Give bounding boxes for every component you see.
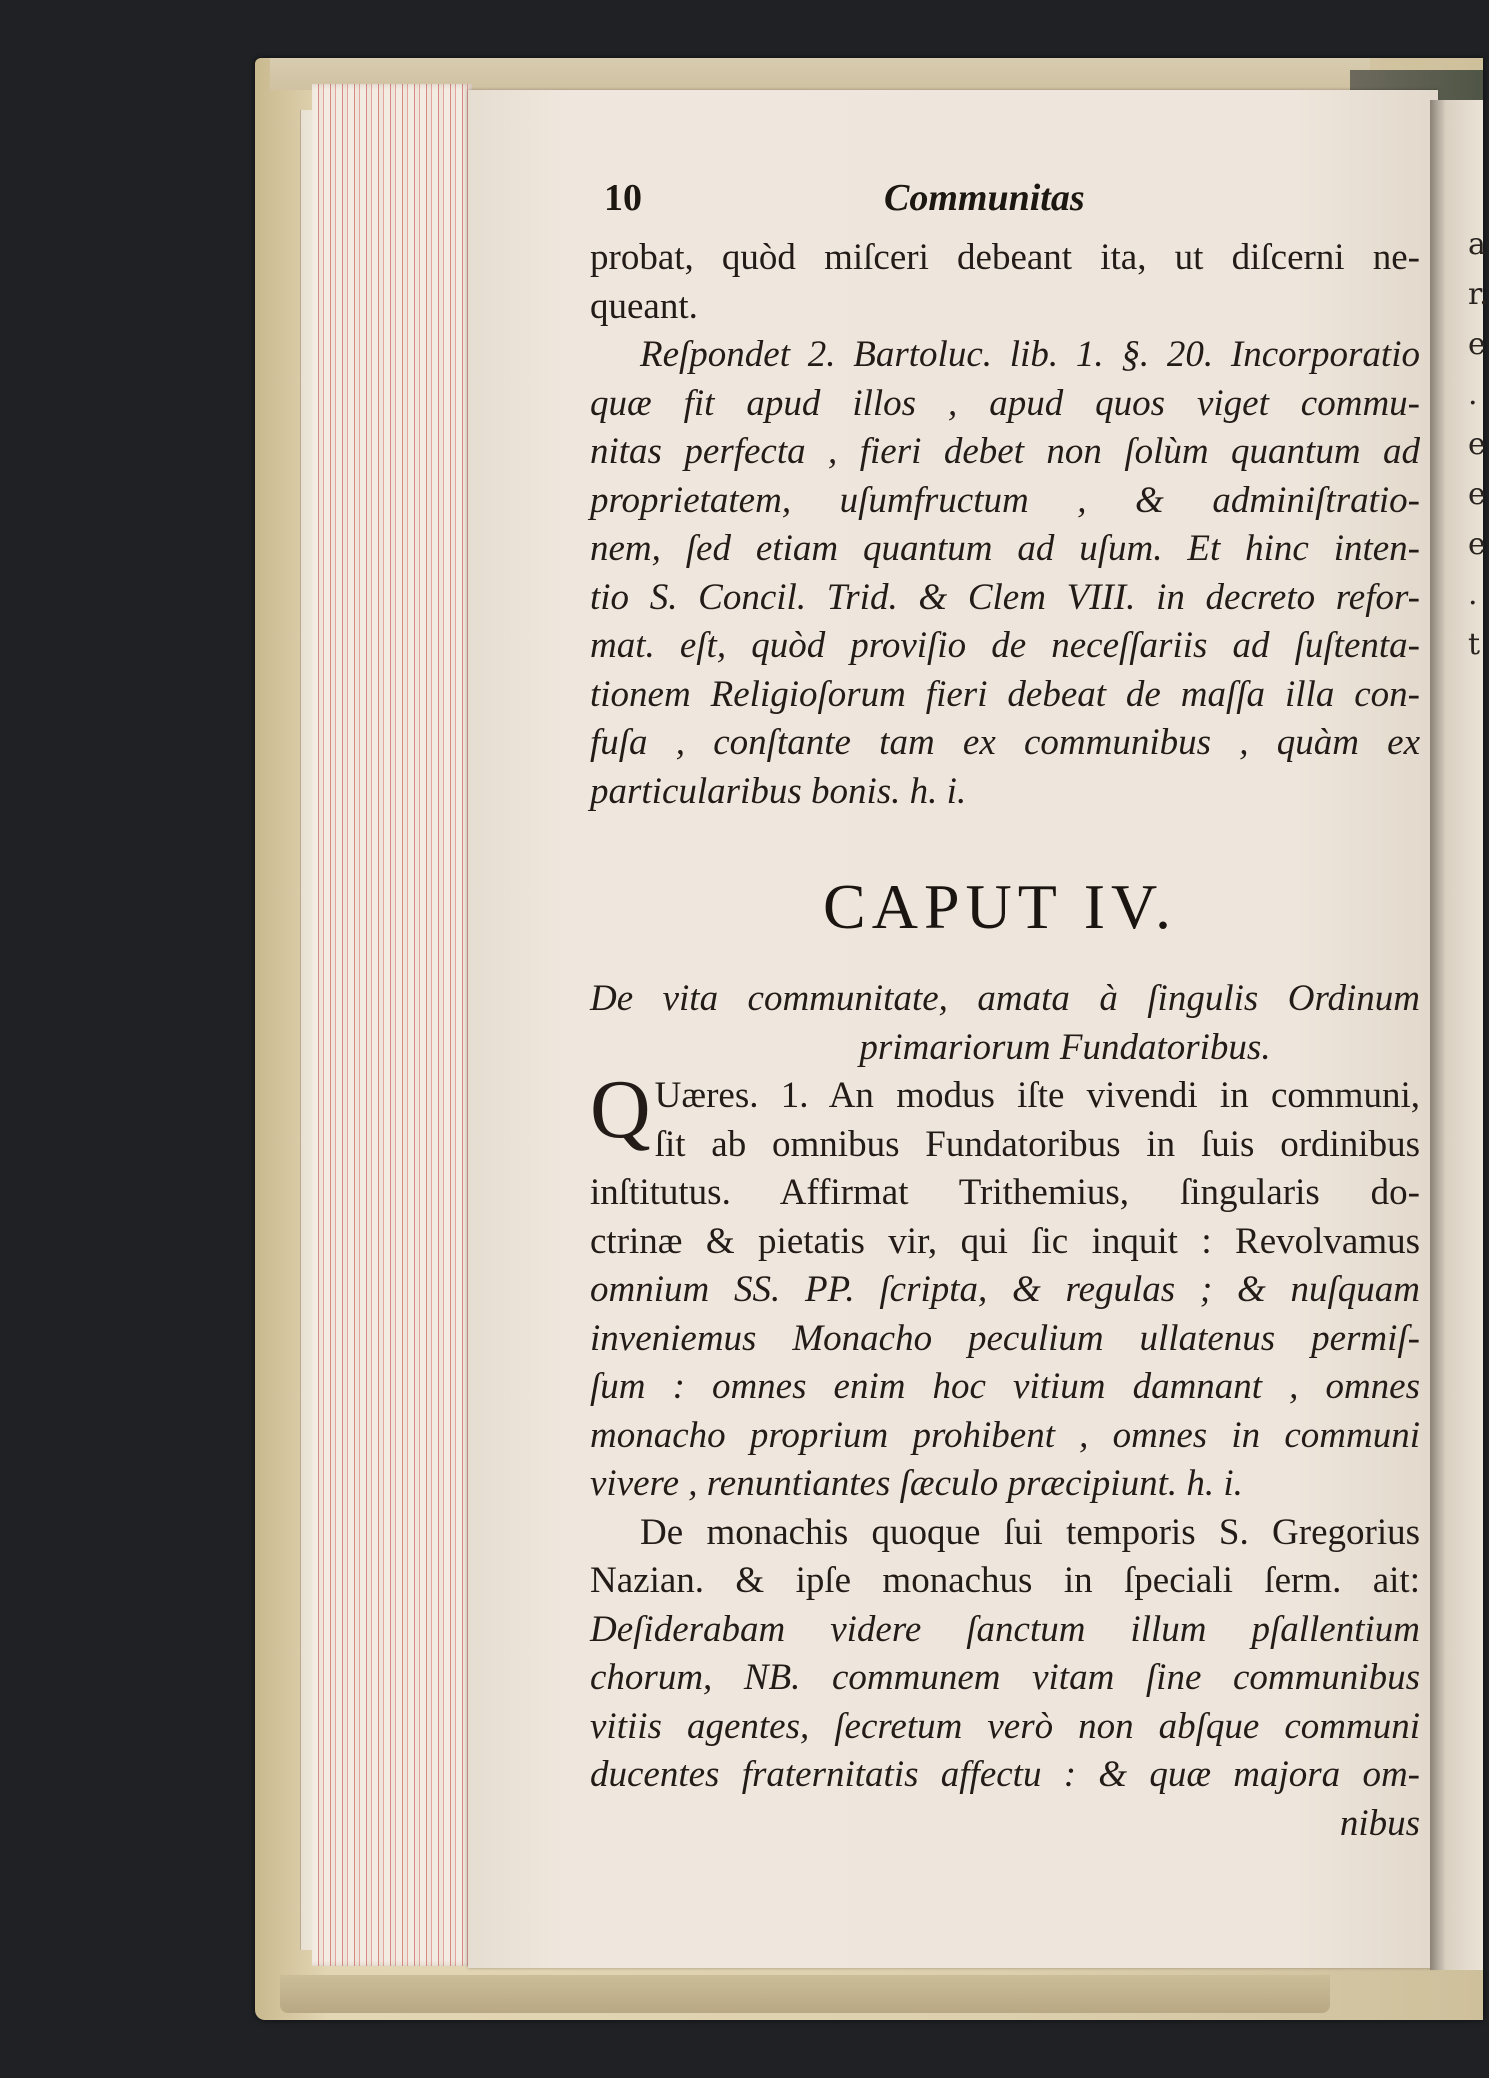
text-line <box>590 1363 1420 1412</box>
text-block-2 <box>590 1063 1420 1848</box>
facing-page-text: a r. e . e e e . t <box>1468 227 1489 662</box>
text-line-content: proprietatem, uſumfructum , & adminiſtratio- <box>590 479 1420 521</box>
text-line-content: ducentes fraternitatis affectu : & quæ majora om- <box>590 1754 1420 1795</box>
text-line-content: nibus <box>1339 1802 1420 1844</box>
drop-cap: Q <box>590 1063 651 1156</box>
text-line <box>590 1121 1420 1170</box>
text-line-content: De monachis quoque ſui temporis S. Gregorius <box>640 1511 1420 1553</box>
text-line-content: Nazian. & ipſe monachus in ſpeciali ſerm. ait: <box>590 1560 1420 1601</box>
cover-bottom-edge <box>280 1975 1330 2013</box>
text-line-content: mat. eſt, quòd proviſio de neceſſariis ad ſuſtenta- <box>590 625 1420 666</box>
text-line <box>590 1218 1420 1267</box>
text-line-content: particularibus bonis. h. i. <box>590 770 967 812</box>
text-line-content: queant. <box>590 285 698 327</box>
text-line-content: inveniemus Monacho peculium ullatenus permiſ- <box>590 1317 1420 1359</box>
text-line-content: nem, ſed etiam quantum ad uſum. Et hinc inten- <box>590 528 1420 569</box>
text-line <box>590 428 1420 477</box>
text-line <box>590 574 1420 623</box>
text-line-content: ſum : omnes enim hoc vitium damnant , omnes <box>590 1366 1420 1407</box>
page-edges <box>312 84 472 1966</box>
text-line-content: omnium SS. PP. ſcripta, & regulas ; & nuſquam <box>590 1269 1420 1310</box>
text-line <box>590 1654 1420 1703</box>
text-line <box>590 234 1420 283</box>
text-line <box>590 768 1420 817</box>
text-line <box>590 1412 1420 1461</box>
text-line-content: tio S. Concil. Trid. & Clem VIII. in decreto refor- <box>590 576 1420 618</box>
text-line-content: fuſa , conſtante tam ex communibus , quàm ex <box>590 722 1420 763</box>
running-head: Communitas <box>884 177 1085 219</box>
text-line-content: Reſpondet 2. Bartoluc. lib. 1. §. 20. Incorporatio <box>640 334 1420 375</box>
text-line <box>590 1557 1420 1606</box>
text-line-content: chorum, NB. communem vitam ſine communibus <box>590 1657 1420 1698</box>
text-line-content: vivere , renuntiantes ſæculo præcipiunt. h. i. <box>590 1463 1243 1504</box>
text-line-content: inſtitutus. Affirmat Trithemius, ſingularis do- <box>590 1172 1420 1213</box>
text-line <box>590 1315 1420 1364</box>
subtitle-line: De vita communitate, amata à ſingulis Ordinum <box>590 978 1420 1019</box>
text-line-content: quæ fit apud illos , apud quos viget commu- <box>590 382 1420 424</box>
text-line <box>590 622 1420 671</box>
page-number: 10 <box>604 177 642 219</box>
text-block-1 <box>590 234 1420 816</box>
text-line <box>590 1509 1420 1558</box>
text-line-content: probat, quòd miſceri debeant ita, ut diſcerni ne- <box>590 237 1420 278</box>
text-line-content: monacho proprium prohibent , omnes in communi <box>590 1414 1420 1456</box>
text-line-content: nitas perfecta , fieri debet non ſolùm quantum ad <box>590 431 1420 472</box>
text-line-content: ctrinæ & pietatis vir, qui ſic inquit : Revolvamus <box>590 1220 1420 1262</box>
text-line <box>590 380 1420 429</box>
page-header <box>604 176 1304 226</box>
text-line-content: ſit ab omnibus Fundatoribus in ſuis ordinibus <box>654 1123 1420 1165</box>
text-line <box>590 1460 1420 1509</box>
text-line-content: tionem Religioſorum fieri debeat de maſſa illa con- <box>590 673 1420 715</box>
chapter-title: CAPUT IV. <box>823 871 1177 942</box>
text-line <box>590 525 1420 574</box>
text-line <box>590 477 1420 526</box>
text-line <box>590 1266 1420 1315</box>
text-line <box>590 1751 1420 1800</box>
text-line <box>590 331 1420 380</box>
text-line <box>590 1703 1420 1752</box>
text-line-content: Uæres. 1. An modus iſte vivendi in communi, <box>654 1075 1420 1116</box>
text-line <box>590 1606 1420 1655</box>
text-line <box>590 283 1420 332</box>
text-line-content: Deſiderabam videre ſanctum illum pſallentium <box>590 1608 1420 1650</box>
chapter-heading <box>590 870 1410 944</box>
text-line <box>590 719 1420 768</box>
text-line <box>590 671 1420 720</box>
text-line-content: vitiis agentes, ſecretum verò non abſque communi <box>590 1705 1420 1747</box>
subtitle-line: primariorum Fundatoribus. <box>859 1026 1271 1068</box>
text-line <box>590 1800 1420 1849</box>
text-line <box>590 1169 1420 1218</box>
chapter-subtitle <box>590 975 1420 1072</box>
